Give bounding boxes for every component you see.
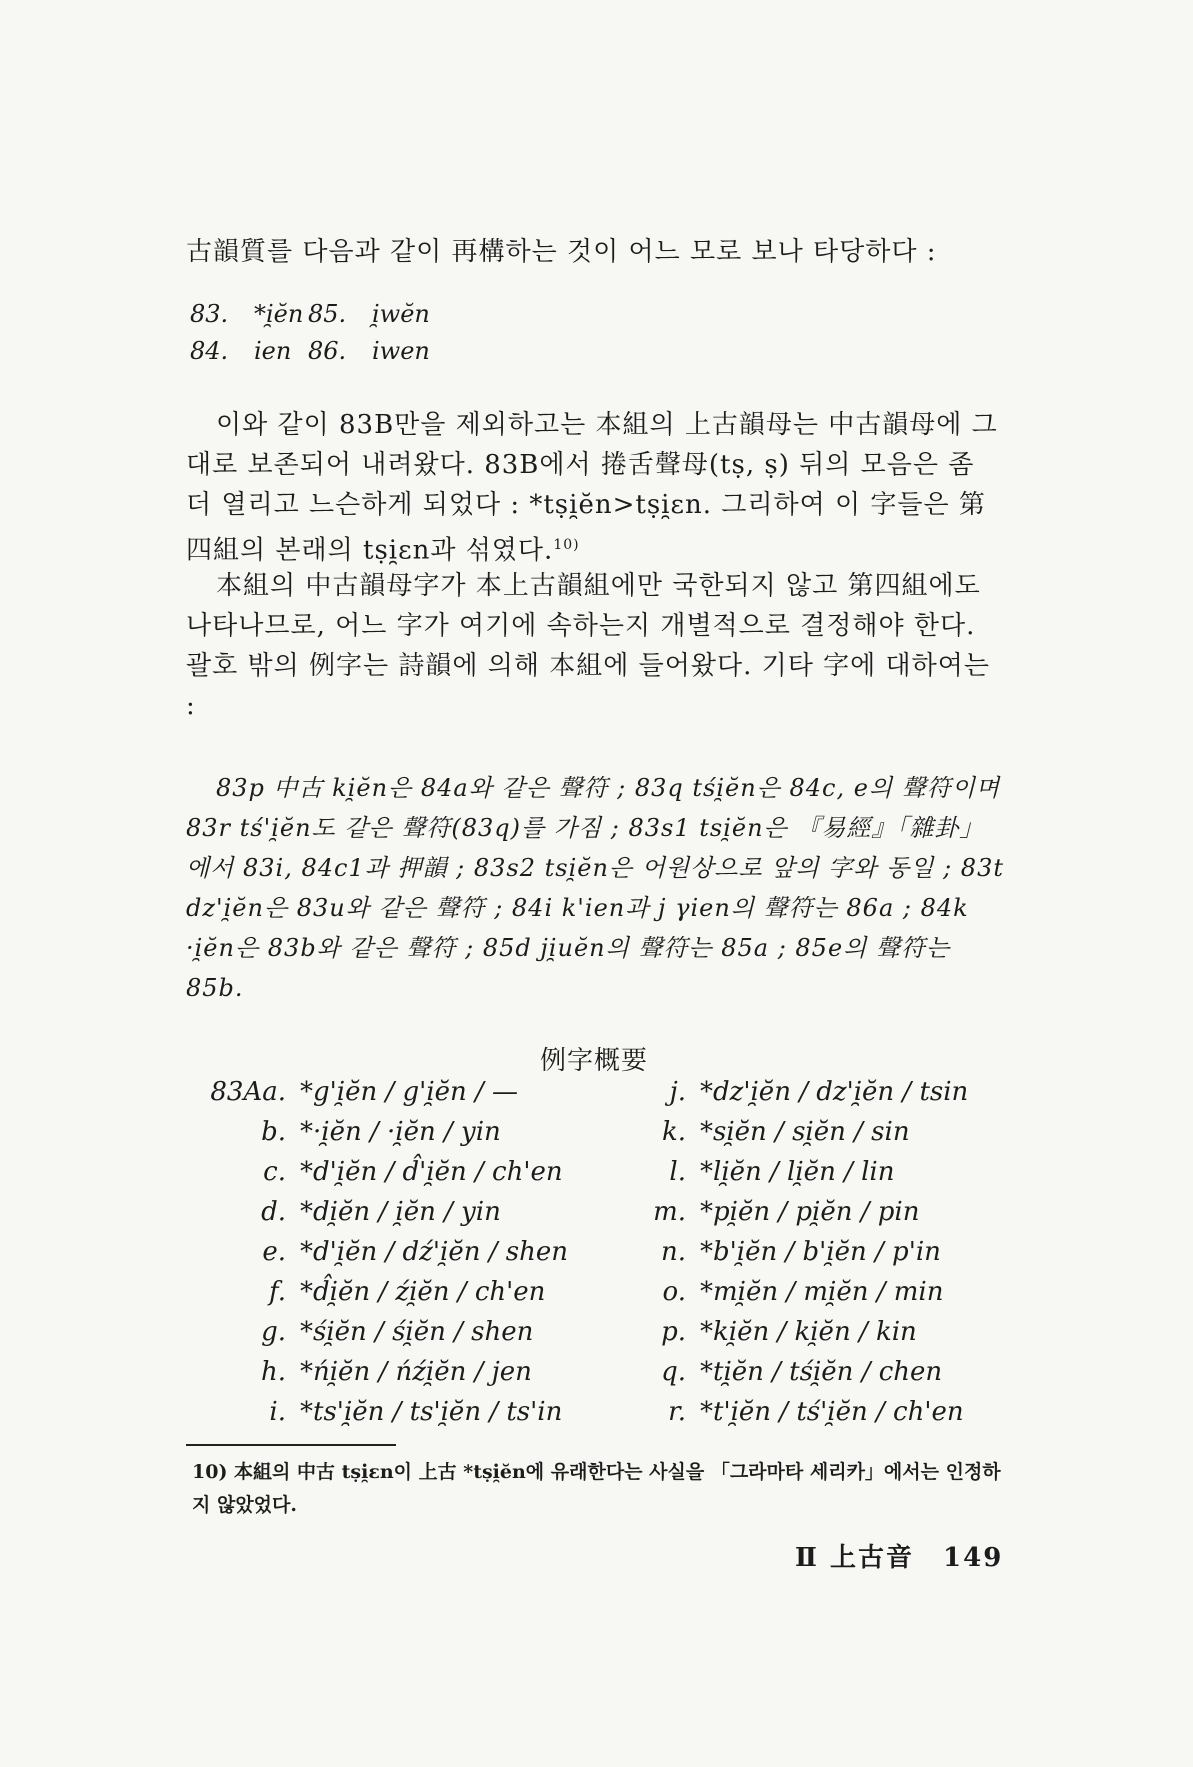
recon-num: 85.: [308, 300, 347, 328]
example-label: c.: [263, 1157, 286, 1187]
example-label: p.: [661, 1317, 686, 1347]
recon-num: 84.: [190, 337, 229, 365]
example-row: [620, 1152, 894, 1192]
example-row: [186, 1352, 532, 1392]
example-row: [620, 1232, 941, 1272]
example-row: [186, 1312, 533, 1352]
example-row: [186, 1112, 501, 1152]
example-label: i.: [269, 1397, 286, 1427]
recon-form: i̯wĕn: [372, 300, 430, 328]
example-row: [186, 1392, 562, 1432]
footnote: 10) 本組의 中古 tṣi̯ɛn이 上古 *tṣi̯ĕn에 유래한다는 사실을 「그라마타 세리카」에서는 인정하지 않았었다.: [192, 1461, 1001, 1516]
reconstruction-86: [308, 337, 430, 365]
example-form: *d'i̯ĕn / d̂'i̯ĕn / ch'en: [300, 1157, 563, 1187]
example-label: k.: [661, 1117, 686, 1147]
example-form: *pi̯ĕn / pi̯ĕn / pin: [700, 1197, 920, 1227]
example-form: *ńi̯ĕn / ńźi̯ĕn / jen: [300, 1357, 532, 1387]
recon-form: iwen: [372, 337, 430, 365]
example-label: g.: [261, 1317, 286, 1347]
page-number: 149: [943, 1543, 1004, 1573]
example-form: *mi̯ĕn / mi̯ĕn / min: [700, 1277, 944, 1307]
recon-num: 86.: [308, 337, 347, 365]
example-row: [620, 1072, 968, 1112]
example-label: q.: [661, 1357, 686, 1387]
example-row: [620, 1352, 942, 1392]
example-row: [620, 1312, 917, 1352]
example-form: *d'i̯ĕn / dź'i̯ĕn / shen: [300, 1237, 568, 1267]
example-row: [186, 1272, 545, 1312]
example-form: *·i̯ĕn / ·i̯ĕn / yin: [300, 1117, 501, 1147]
example-form: *dz'i̯ĕn / dz'i̯ĕn / tsin: [700, 1077, 969, 1107]
reconstruction-84: [190, 337, 291, 365]
paragraph-2: 本組의 中古韻母字가 本上古韻組에만 국한되지 않고 第四組에도 나타나므로, 어느 字가 여기에 속하는지 개별적으로 결정해야 한다. 괄호 밖의 例字는 詩韻에 의해 本組에 들어왔다. 기타 字에 대하여는 :: [186, 571, 990, 721]
paragraph-3: 83p 中古 ki̯ĕn은 84a와 같은 聲符 ; 83q tśi̯ĕn은 84c, e의 聲符이며 83r tś'i̯ĕn도 같은 聲符(83q)를 가짐 ; 83s1 tsi̯ĕn은 『易經』「雜卦」에서 83i, 84c1과 押韻 ; 83s2 tsi̯ĕn은 어원상으로 앞의 字와 동일 ; 83t dz'i̯ĕn은 83u와 같은 聲符 ; 84i k'ien과 j γien의 聲符는 86a ; 84k ·i̯ĕn은 83b와 같은 聲符 ; 85d ji̯uĕn의 聲符는 85a ; 85e의 聲符는 85b.: [186, 774, 1004, 1002]
example-row: [620, 1192, 919, 1232]
example-form: *t'i̯ĕn / tś'i̯ĕn / ch'en: [700, 1397, 964, 1427]
example-label: b.: [261, 1117, 286, 1147]
example-row: [186, 1232, 568, 1272]
example-row: [186, 1192, 501, 1232]
example-row: [620, 1112, 910, 1152]
example-form: *ki̯ĕn / ki̯ĕn / kin: [700, 1317, 917, 1347]
example-row: [186, 1152, 563, 1192]
example-row: [620, 1272, 944, 1312]
example-row: [620, 1392, 964, 1432]
footnote-ref: 10): [553, 537, 580, 553]
recon-num: 83.: [190, 300, 229, 328]
paragraph-1-text: 이와 같이 83B만을 제외하고는 本組의 上古韻母는 中古韻母에 그대로 보존되어 내려왔다. 83B에서 捲舌聲母(tṣ, ṣ) 뒤의 모음은 좀 더 열리고 느슨하게 되었다 : *tṣi̯ĕn>tṣi̯ɛn. 그리하여 이 字들은 第四組의 본래의 tṣi̯ɛn과 섞였다.: [186, 410, 998, 566]
running-head: Ⅱ 上古音: [795, 1543, 914, 1573]
recon-form: ien: [254, 337, 292, 365]
example-row: [186, 1072, 518, 1112]
intro-line: 古韻質를 다음과 같이 再構하는 것이 어느 모로 보나 타당하다 :: [186, 237, 937, 267]
example-label: m.: [653, 1197, 686, 1227]
paragraph-1: [186, 405, 1006, 571]
example-form: *di̯ĕn / i̯ĕn / yin: [300, 1197, 501, 1227]
example-form: *ti̯ĕn / tśi̯ĕn / chen: [700, 1357, 943, 1387]
example-label: j.: [669, 1077, 686, 1107]
recon-form: *i̯ĕn: [254, 300, 304, 328]
example-label: d.: [261, 1197, 286, 1227]
example-label: f.: [269, 1277, 286, 1307]
example-label: 83Aa.: [210, 1077, 286, 1107]
example-label: h.: [260, 1357, 286, 1387]
page-footer: [795, 1537, 1003, 1574]
example-label: o.: [662, 1277, 686, 1307]
example-label: r.: [668, 1397, 686, 1427]
footnote-divider: [186, 1444, 396, 1446]
example-form: *si̯ĕn / si̯ĕn / sin: [700, 1117, 910, 1147]
example-form: *g'i̯ĕn / g'i̯ĕn / —: [300, 1077, 519, 1107]
example-label: l.: [669, 1157, 686, 1187]
example-form: *li̯ĕn / li̯ĕn / lin: [700, 1157, 895, 1187]
example-label: e.: [262, 1237, 286, 1267]
reconstruction-83: [190, 300, 303, 328]
example-form: *b'i̯ĕn / b'i̯ĕn / p'in: [700, 1237, 941, 1267]
example-form: *d̂i̯ĕn / źi̯ĕn / ch'en: [300, 1277, 546, 1307]
examples-heading: 例字概要: [540, 1046, 649, 1076]
example-label: n.: [660, 1237, 686, 1267]
reconstruction-85: [308, 300, 430, 328]
example-form: *ts'i̯ĕn / ts'i̯ĕn / ts'in: [300, 1397, 563, 1427]
example-form: *śi̯ĕn / śi̯ĕn / shen: [300, 1317, 534, 1347]
